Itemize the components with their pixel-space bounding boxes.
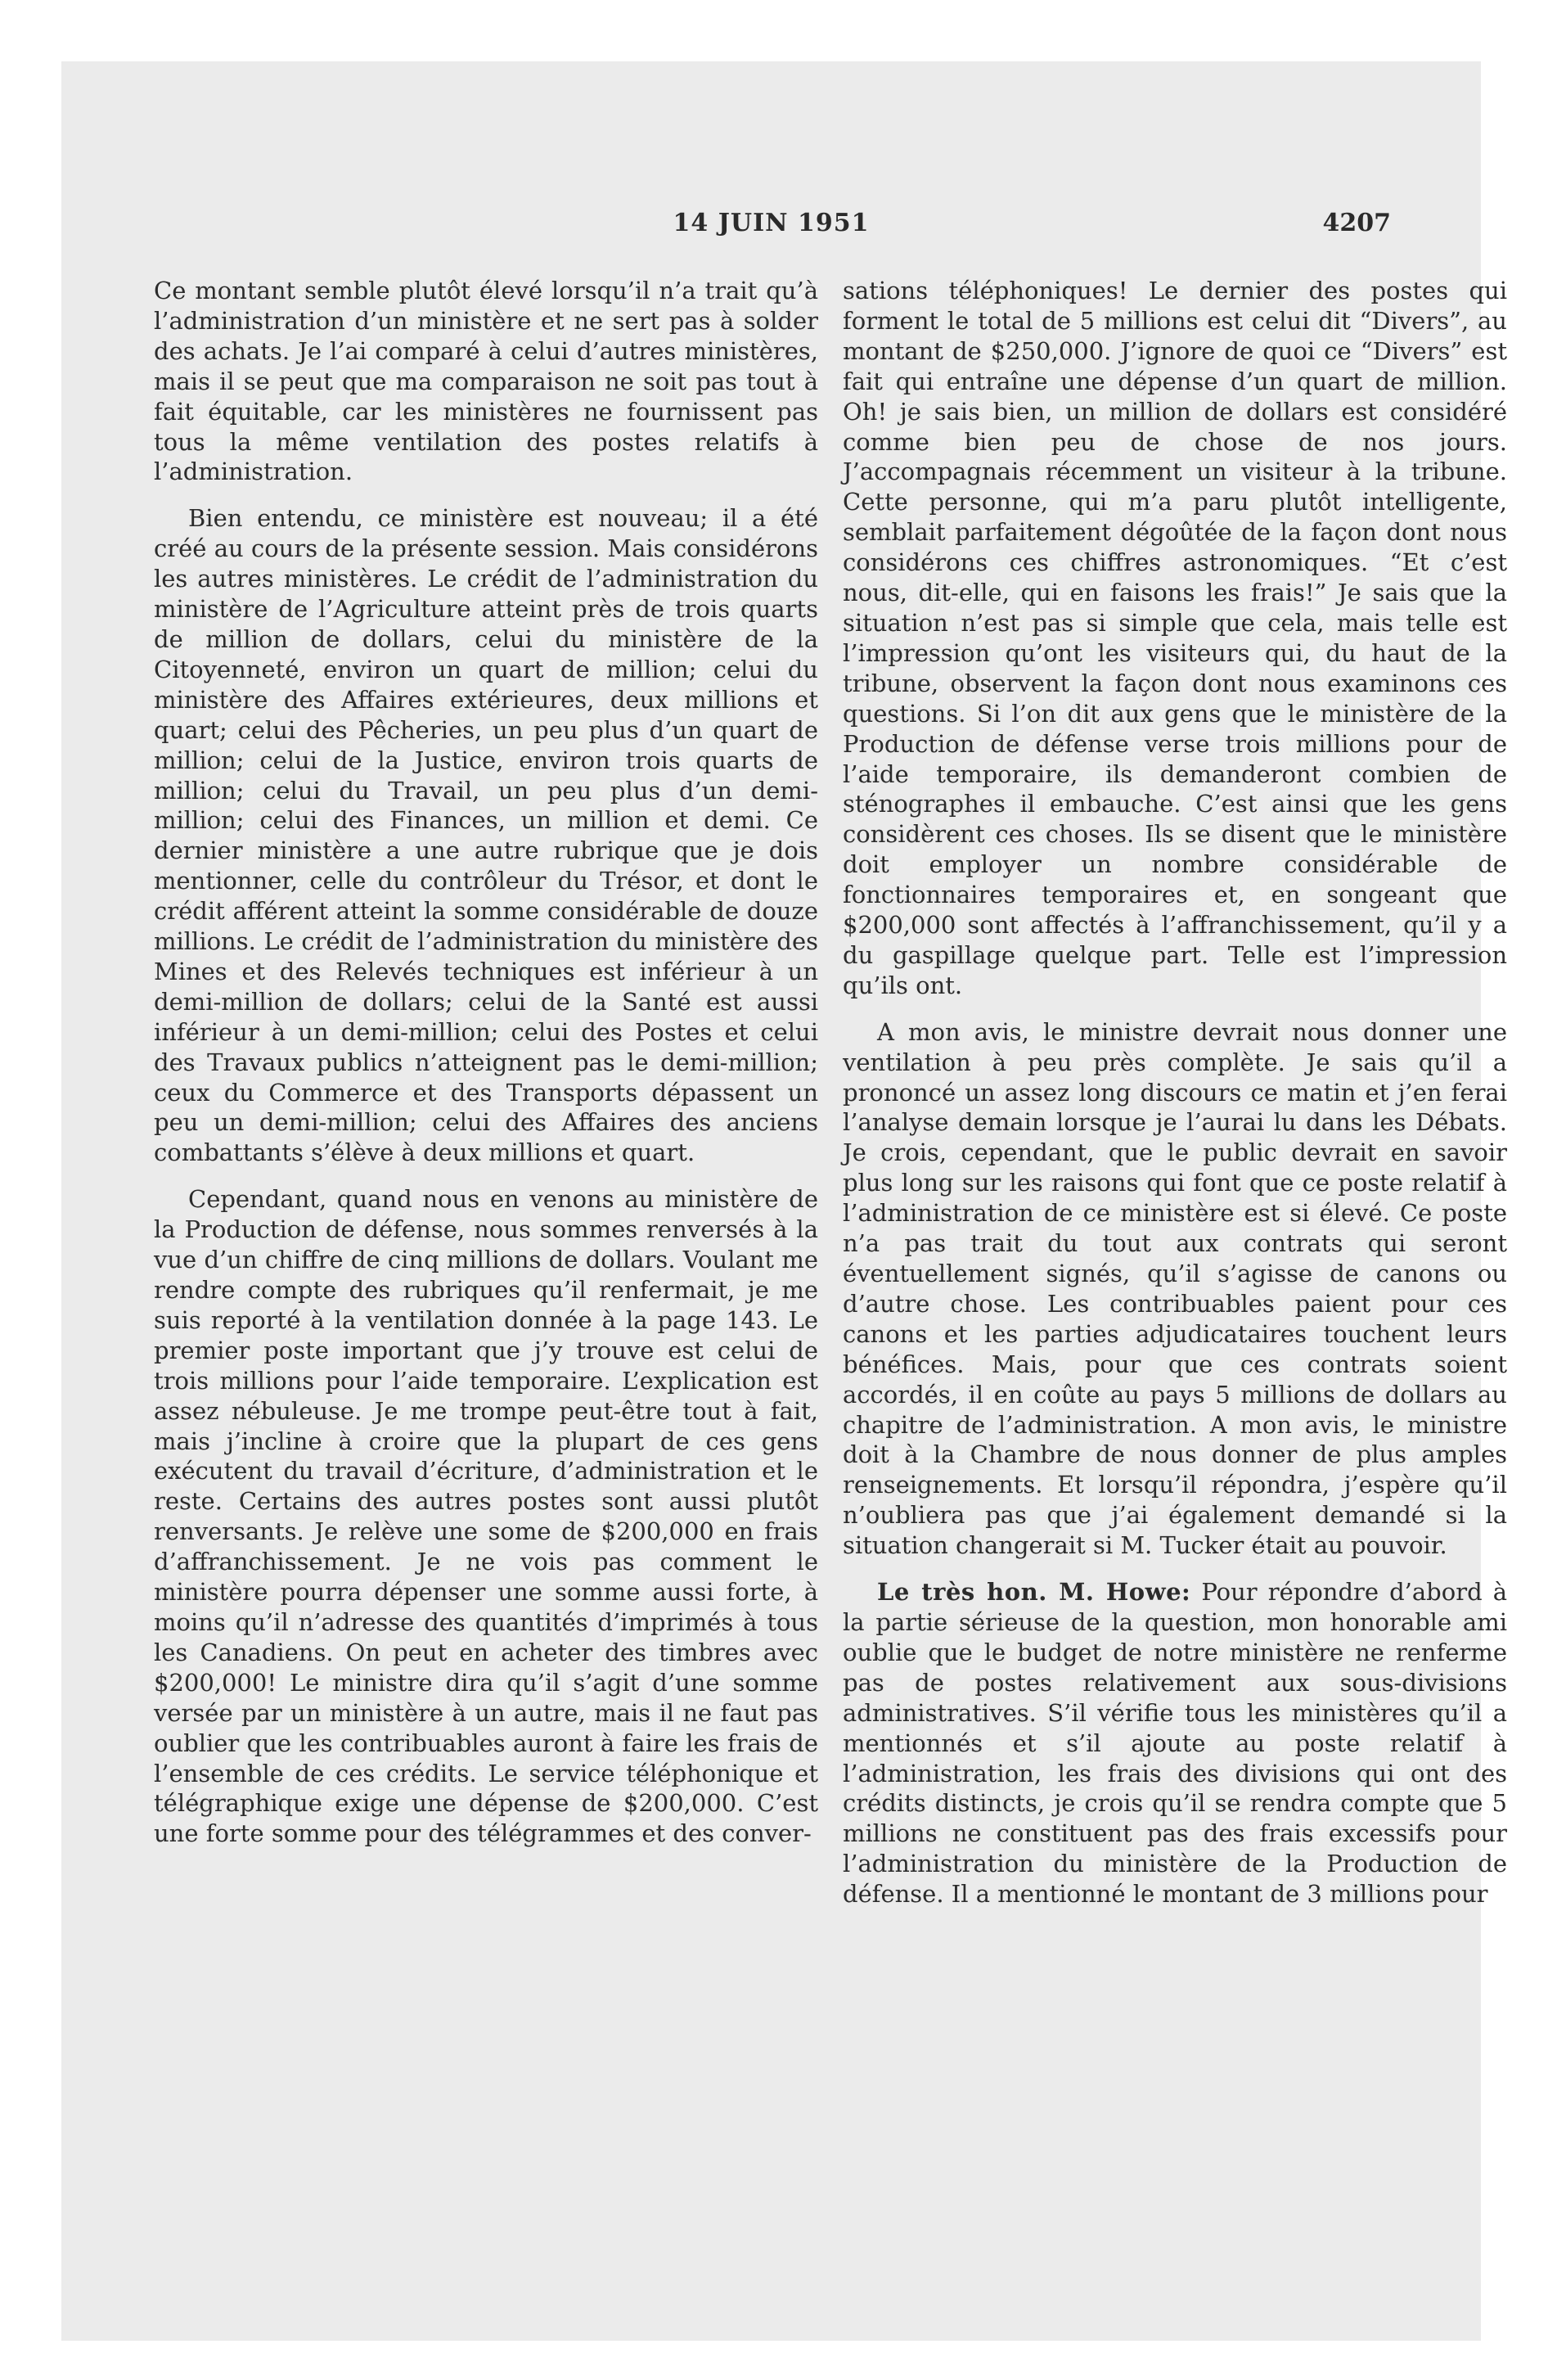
speaker-name: Le très hon. M. Howe: bbox=[877, 1578, 1191, 1607]
paragraph-left-3: Cependant, quand nous en venons au ministère de la Production de défense, nous sommes renversés à la vue d’un chiffre de cinq millions de dollars. Voulant me rendre compte des rubriques qu’il renfermait, je me suis reporté à la ventilation donnée à la page 143. Le premier poste important que j’y trouve est celui de trois millions pour l’aide temporaire. L’explication est assez nébuleuse. Je me trompe peut-être tout à fait, mais j’incline à croire que la plupart de ces gens exécutent du travail d’écriture, d’administration et le reste. Certains des autres postes sont aussi plutôt renversants. Je relève une some de $200,000 en frais d’affranchissement. Je ne vois pas comment le ministère pourra dépenser une somme aussi forte, à moins qu’il n’adresse des quantités d’imprimés à tous les Canadiens. On peut en acheter des timbres avec $200,000! Le ministre dira qu’il s’agit d’une somme versée par un ministère à un autre, mais il ne faut pas oublier que les contribuables auront à faire les frais de l’ensemble de ces crédits. Le service téléphonique et télégraphique exige une dépense de $200,000. C’est une forte somme pour des télégrammes et des conver- bbox=[154, 1185, 818, 1848]
page-date: 14 JUIN 1951 bbox=[673, 209, 870, 237]
speaker-text: Pour répondre d’abord à la partie sérieuse de la question, mon honorable ami oublie que le budget de notre ministère ne renferme pas de postes relativement aux sous-divisions administratives. S’il vérifie tous les ministères qu’il a mentionnés et s’il ajoute au poste relatif à l’administration, les frais des divisions qui ont des crédits distincts, je crois qu’il se rendra compte que 5 millions ne constituent pas des frais excessifs pour l’administration du ministère de la Production de défense. Il a mentionné le montant de 3 millions pour bbox=[843, 1578, 1507, 1909]
page-header bbox=[61, 209, 1481, 241]
paragraph-right-1: sations téléphoniques! Le dernier des postes qui forment le total de 5 millions est celui dit “Divers”, au montant de $250,000. J’ignore de quoi ce “Divers” est fait qui entraîne une dépense d’un quart de million. Oh! je sais bien, un million de dollars est considéré comme bien peu de chose de nos jours. J’accompagnais récemment un visiteur à la tribune. Cette personne, qui m’a paru plutôt intelligente, semblait parfaitement dégoûtée de la façon dont nous considérons ces chiffres astronomiques. “Et c’est nous, dit-elle, qui en faisons les frais!” Je sais que la situation n’est pas si simple que cela, mais telle est l’impression qu’ont les visiteurs qui, du haut de la tribune, observent la façon dont nous examinons ces questions. Si l’on dit aux gens que le ministère de la Production de défense verse trois millions pour de l’aide temporaire, ils demanderont combien de sténographes il embauche. C’est ainsi que les gens considèrent ces choses. Ils se disent que le ministère doit employer un nombre considérable de fonctionnaires temporaires et, en songeant que $200,000 sont affectés à l’affranchissement, qu’il y a du gaspillage quelque part. Telle est l’impression qu’ils ont. bbox=[843, 277, 1507, 999]
paragraph-right-2: A mon avis, le ministre devrait nous donner une ventilation à peu près complète. Je sais qu’il a prononcé un assez long discours ce matin et j’en ferai l’analyse demain lorsque je l’aurai lu dans les Débats. Je crois, cependant, que le public devrait en savoir plus long sur les raisons qui font que ce poste relatif à l’administration de ce ministère est si élevé. Ce poste n’a pas trait du tout aux contrats qui seront éventuellement signés, qu’il s’agisse de canons ou d’autre chose. Les contribuables paient pour ces canons et les parties adjudicataires touchent leurs bénéfices. Mais, pour que ces contrats soient accordés, il en coûte au pays 5 millions de dollars au chapitre de l’administration. A mon avis, le ministre doit à la Chambre de nous donner de plus amples renseignements. Et lorsqu’il répondra, j’espère qu’il n’oubliera pas que j’ai également demandé si la situation changerait si M. Tucker était au pouvoir. bbox=[843, 1017, 1507, 1560]
right-column bbox=[843, 276, 1507, 1926]
paragraph-left-2: Bien entendu, ce ministère est nouveau; il a été créé au cours de la présente session. Mais considérons les autres ministères. Le crédit de l’administration du ministère de l’Agriculture atteint près de trois quarts de million de dollars, celui du ministère de la Citoyenneté, environ un quart de million; celui du ministère des Affaires extérieures, deux millions et quart; celui des Pêcheries, un peu plus d’un quart de million; celui de la Justice, environ trois quarts de million; celui du Travail, un peu plus d’un demi-million; celui des Finances, un million et demi. Ce dernier ministère a une autre rubrique que je dois mentionner, celle du contrôleur du Trésor, et dont le crédit afférent atteint la somme considérable de douze millions. Le crédit de l’administration du ministère des Mines et des Relevés techniques est inférieur à un demi-million de dollars; celui de la Santé est aussi inférieur à un demi-million; celui des Postes et celui des Travaux publics n’atteignent pas le demi-million; ceux du Commerce et des Transports dépassent un peu un demi-million; celui des Affaires des anciens combattants s’élève à deux millions et quart. bbox=[154, 504, 818, 1167]
page-number: 4207 bbox=[1322, 209, 1391, 237]
page-sheet bbox=[61, 61, 1507, 2341]
left-column bbox=[154, 276, 818, 1865]
paragraph-left-1: Ce montant semble plutôt élevé lorsqu’il n’a trait qu’à l’administration d’un ministère et ne sert pas à solder des achats. Je l’ai comparé à celui d’autres ministères, mais il se peut que ma comparaison ne soit pas tout à fait équitable, car les ministères ne fournissent pas tous la même ventilation des postes relatifs à l’administration. bbox=[154, 277, 818, 486]
paragraph-right-3 bbox=[843, 1577, 1507, 1909]
